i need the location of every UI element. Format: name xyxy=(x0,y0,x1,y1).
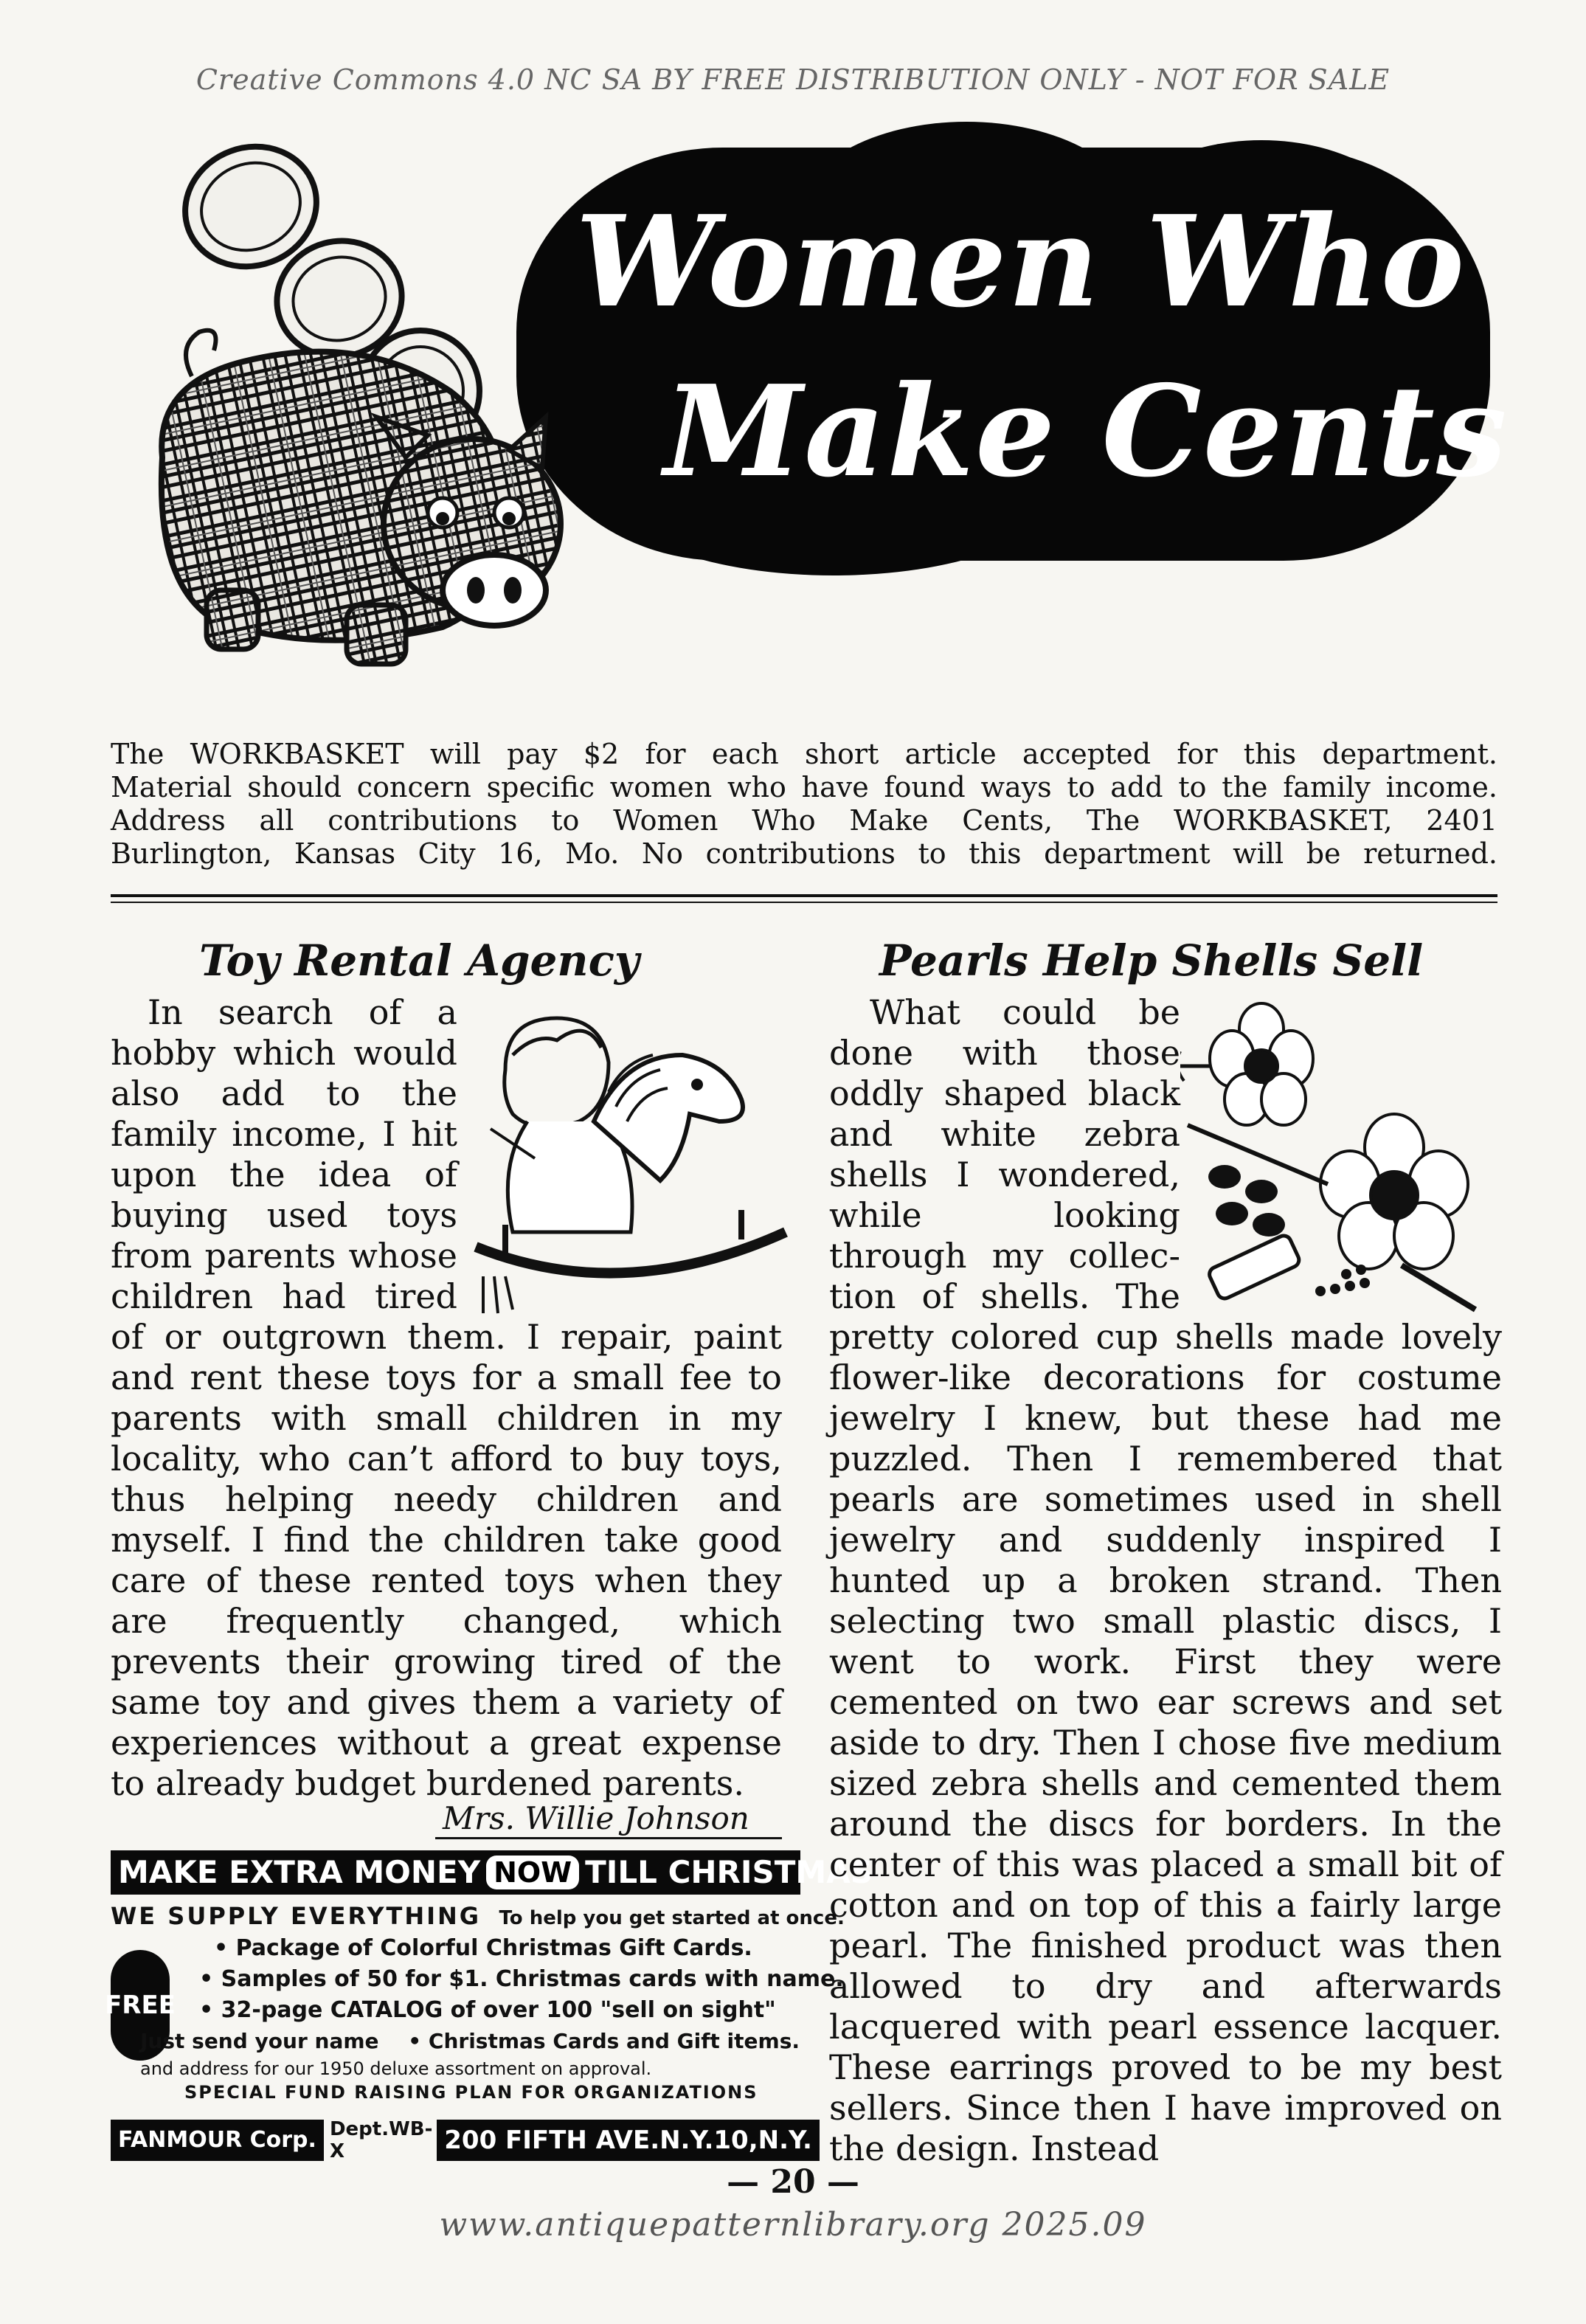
ad-send-name: Just send your name xyxy=(140,2029,379,2053)
ad-item: • Samples of 50 for $1. Christmas cards with name. xyxy=(199,1966,844,1992)
piggy-bank-illustration xyxy=(96,111,627,686)
ad-supply: WE SUPPLY EVERYTHING xyxy=(111,1902,482,1930)
divider-rule xyxy=(111,902,1497,903)
right-article-heading: Pearls Help Shells Sell xyxy=(879,936,1424,986)
ad-address-line: and address for our 1950 deluxe assortment on approval. xyxy=(140,2058,652,2079)
page-title-line2: Make Cents xyxy=(664,358,1509,505)
ad-supply-line xyxy=(111,1902,845,1930)
text-line: oddly shaped black xyxy=(829,1073,1180,1113)
ad-banner xyxy=(111,1850,873,1895)
text-line: tion of shells. The xyxy=(829,1276,1180,1316)
page-title-line1: Women Who xyxy=(575,188,1466,336)
ad-banner-right: TILL CHRISTMAS xyxy=(585,1854,873,1890)
ad-supply-sub: To help you get started at once. xyxy=(499,1907,845,1929)
ad-address: 200 FIFTH AVE.N.Y.10,N.Y. xyxy=(437,2120,820,2161)
ad-dept: Dept.WB-X xyxy=(329,2118,433,2162)
shell-jewelry-illustration xyxy=(1180,1000,1490,1317)
intro-line: Material should concern specific women who have found ways to add to the family income. xyxy=(111,771,1497,803)
ad-items xyxy=(184,1933,844,2026)
fanmour-advertisement xyxy=(105,1850,873,2162)
left-article-signature: Mrs. Willie Johnson xyxy=(443,1800,749,1836)
text-line: from parents whose xyxy=(111,1236,457,1276)
intro-line: Address all contributions to Women Who Make Cents, The WORKBASKET, 2401 xyxy=(111,804,1497,837)
right-article-narrow-text xyxy=(829,992,1180,1317)
left-article-body xyxy=(111,1317,782,1804)
article-body-text: of or outgrown them. I repair, paint and rent these toys for a small fee to parents with small children in my locality, who can’t afford to buy toys, thus helping needy children and myself. I find the children take good care of these rented toys when they are frequently changed, which prevents their growing tired of the same toy and gives them a variety of experiences without a great expense to already budget burdened parents. xyxy=(111,1317,782,1803)
text-line: hobby which would xyxy=(111,1033,457,1073)
text-line: done with those xyxy=(829,1033,1180,1073)
text-line: also add to the xyxy=(111,1073,457,1113)
text-line: shells I wondered, xyxy=(829,1155,1180,1194)
ad-bottom-bar xyxy=(111,2118,812,2162)
intro-paragraph xyxy=(111,738,1497,871)
ad-banner-left: MAKE EXTRA MONEY xyxy=(118,1854,481,1890)
right-article-body xyxy=(829,1317,1502,2169)
ad-send-line xyxy=(140,2029,800,2053)
text-line: children had tired xyxy=(111,1276,457,1316)
license-line: Creative Commons 4.0 NC SA BY FREE DISTRIBUTION ONLY - NOT FOR SALE xyxy=(195,63,1391,96)
ad-item: • Package of Colorful Christmas Gift Cards. xyxy=(214,1935,752,1961)
text-line: buying used toys xyxy=(111,1195,457,1235)
signature-rule xyxy=(435,1837,782,1839)
left-article-narrow-text xyxy=(111,992,457,1317)
ad-company: FANMOUR Corp. xyxy=(111,2120,324,2161)
text-line: In search of a xyxy=(148,992,457,1032)
ad-special-line: SPECIAL FUND RAISING PLAN FOR ORGANIZATIONS xyxy=(184,2082,758,2103)
ad-now-badge: NOW xyxy=(486,1856,579,1889)
child-rocking-horse-illustration xyxy=(461,1011,800,1335)
footer-url: www.antiquepatternlibrary.org 2025.09 xyxy=(439,2206,1147,2244)
intro-line: The WORKBASKET will pay $2 for each short article accepted for this department. xyxy=(111,738,1497,770)
page-number: — 20 — xyxy=(727,2163,859,2201)
text-line: upon the idea of xyxy=(111,1155,457,1194)
text-line: and white zebra xyxy=(829,1114,1180,1154)
ad-item: • 32-page CATALOG of over 100 "sell on sight" xyxy=(199,1997,776,2023)
intro-line: Burlington, Kansas City 16, Mo. No contributions to this department will be returned. xyxy=(111,837,1497,870)
ad-free-badge: FREE xyxy=(111,1950,170,2061)
left-article-heading: Toy Rental Agency xyxy=(199,936,640,986)
ad-gift-items: • Christmas Cards and Gift items. xyxy=(408,2029,800,2053)
text-line: What could be xyxy=(870,992,1180,1032)
divider-rule xyxy=(111,894,1497,897)
text-line: family income, I hit xyxy=(111,1114,457,1154)
text-line: through my collec- xyxy=(829,1236,1180,1276)
article-body-text: pretty colored cup shells made lovely flower-like decorations for costume jewelry I knew, but these had me puzzled. Then I remembered that pearls are sometimes used in shell jewelry and suddenly inspired I hunted up a broken strand. Then selecting two small plastic discs, I went to work. First they were cemented on two ear screws and set aside to dry. Then I chose five medium sized zebra shells and cemented them around the discs for borders. In the center of this was placed a small bit of cotton and on top of this a fairly large pearl. The finished product was then allowed to dry and afterwards lacquered with pearl essence lacquer. These earrings proved to be my best sellers. Since then I have improved on the design. Instead xyxy=(829,1317,1502,2168)
text-line: while looking xyxy=(829,1195,1180,1235)
